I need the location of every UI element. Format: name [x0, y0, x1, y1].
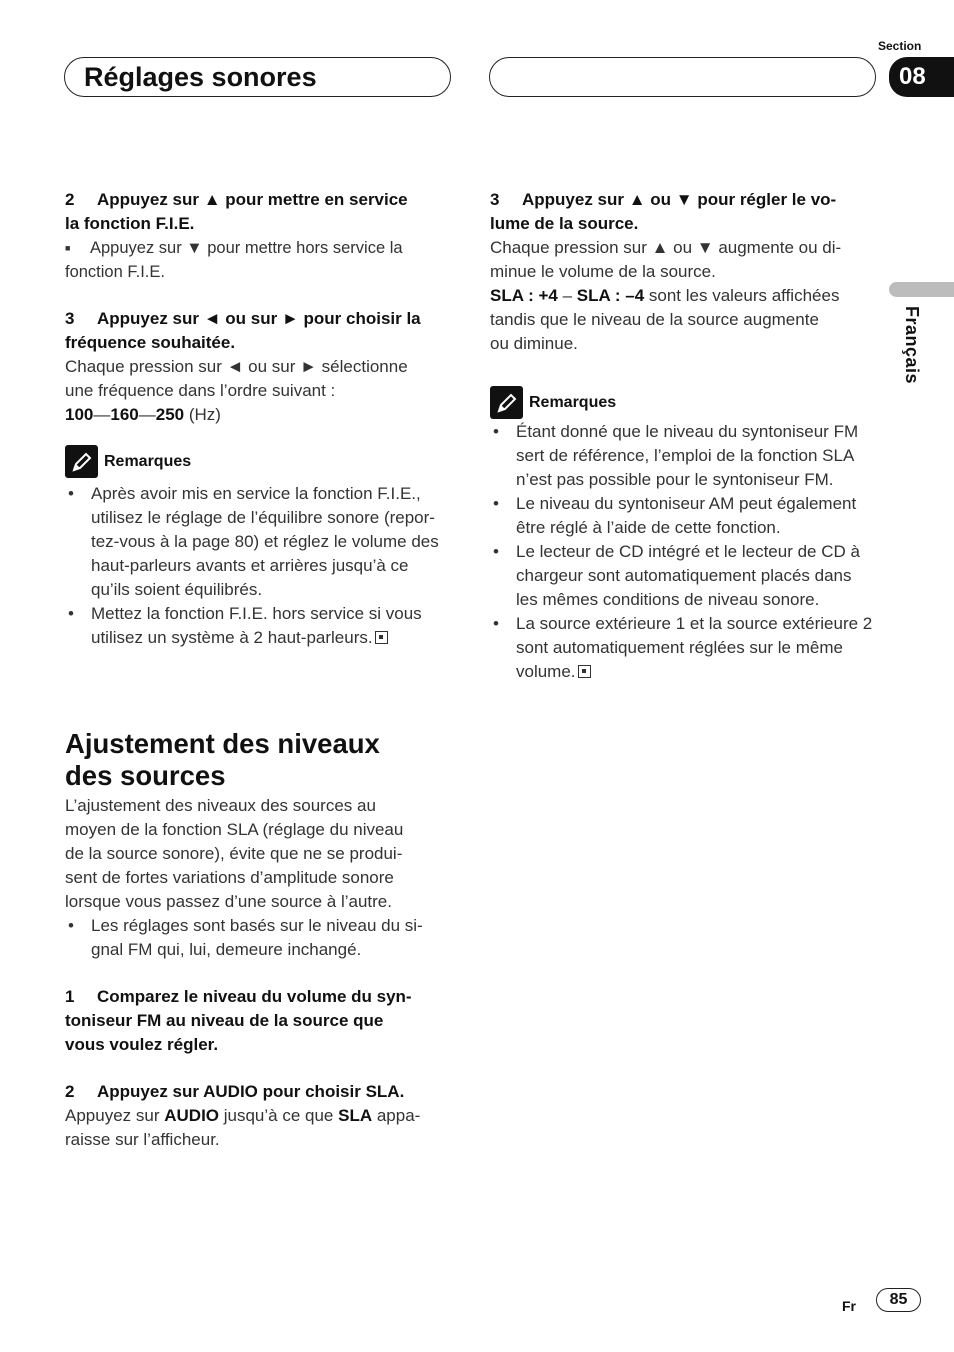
section-label: Section — [878, 39, 922, 53]
step-2-subnote-cont: fonction F.I.E. — [65, 263, 165, 281]
remarks-header — [490, 386, 880, 419]
right-column: 3 Appuyez sur ▲ ou ▼ pour régler le vo- lume de la source. Chaque pression sur ▲ ou ▼ augmente ou di- minue le volume de la source. SLA : +4 – SLA : –4 sont les valeurs affichées tandis que le niveau de la source augmente ou diminue. Remarques • Étant donné que le niveau du syntoniseur FM sert de référence, l’emploi de la fonction SLA n’est pas possible pour le syntoniseur FM. • Le niveau du syntoniseur AM peut également être réglé à l’aide de cette fonction. • Le lecteur de CD intégré et le lecteur de CD à chargeur sont automatiquement placés dans les mêmes conditions de niveau sonore. • La source extérieure 1 et la source extérieure 2 sont automatiquement réglées sur le même volume. — [490, 188, 880, 684]
list-item: • La source extérieure 1 et la source extérieure 2 sont automatiquement réglées sur le même volume. — [493, 614, 873, 681]
page-number: 85 — [876, 1288, 921, 1312]
list-item: • Étant donné que le niveau du syntoniseur FM sert de référence, l’emploi de la fonction SLA n’est pas possible pour le syntoniseur FM. — [493, 422, 859, 489]
right-step-3-heading: 3 Appuyez sur ▲ ou ▼ pour régler le vo- — [490, 190, 837, 209]
pencil-note-icon — [65, 445, 98, 478]
section-number: 08 — [899, 63, 926, 90]
step-2-heading-cont: la fonction F.I.E. — [65, 214, 195, 233]
bullet-icon: • — [493, 422, 499, 441]
left-column — [65, 188, 455, 650]
frequency-sequence: 100—160—250 (Hz) — [65, 405, 221, 424]
step-1-heading: 1 Comparez le niveau du volume du syn- — [65, 987, 412, 1006]
list-item: • Les réglages sont basés sur le niveau du si- gnal FM qui, lui, demeure inchangé. — [68, 916, 423, 959]
end-mark-icon — [578, 665, 591, 678]
step-3-body: Chaque pression sur ◄ ou sur ► sélectionne — [65, 357, 408, 376]
bullet-icon: • — [68, 604, 74, 623]
intro-bullet-list — [65, 914, 455, 962]
footer-language: Fr — [842, 1298, 856, 1314]
sla-section: Ajustement des niveaux des sources L’ajustement des niveaux des sources au moyen de la fonction SLA (réglage du niveau de la source sonore), évite que ne se produi- sent de fortes variations d’amplitude sonore lorsque vous passez d’une source à l’autre. • Les réglages sont basés sur le niveau du si- gnal FM qui, lui, demeure inchangé. 1 Comparez le niveau du volume du syn- toniseur FM au niveau de la source que vous voulez régler. 2 Appuyez sur AUDIO pour choisir SLA. Appuyez sur AUDIO jusqu’à ce que SLA appa- raisse sur l’afficheur. — [65, 728, 455, 1152]
section-number-tab — [889, 57, 954, 97]
remarks-header — [65, 445, 455, 478]
header-empty-frame — [489, 57, 876, 97]
section-heading: Ajustement des niveaux — [65, 728, 380, 759]
step-2-sla-heading: 2 Appuyez sur AUDIO pour choisir SLA. — [65, 1082, 405, 1101]
remarks-list — [65, 482, 455, 650]
section-heading-cont: des sources — [65, 760, 226, 791]
language-tab-label: Français — [902, 306, 922, 385]
language-tab-bar — [889, 282, 954, 297]
list-item: • Le niveau du syntoniseur AM peut également être réglé à l’aide de cette fonction. — [493, 494, 857, 537]
square-bullet-icon: ■ — [65, 243, 71, 253]
remarks-label: Remarques — [529, 393, 617, 411]
bullet-icon: • — [493, 542, 499, 561]
step-3-body-cont: une fréquence dans l’ordre suivant : — [65, 381, 336, 400]
bullet-icon: • — [68, 484, 74, 503]
bullet-icon: • — [493, 494, 499, 513]
list-item: • Après avoir mis en service la fonction F.I.E., utilisez le réglage de l’équilibre sonore (repor- tez-vous à la page 80) et réglez le volume des haut-parleurs avants et arrières jusqu’à ce qu’ils soient équilibrés. — [68, 484, 439, 599]
bullet-icon: • — [68, 916, 74, 935]
page-title: Réglages sonores — [84, 62, 317, 92]
step-2-subnote: ■ Appuyez sur ▼ pour mettre hors service la — [65, 236, 455, 260]
list-item: • Le lecteur de CD intégré et le lecteur de CD à chargeur sont automatiquement placés dans les mêmes conditions de niveau sonore. — [493, 542, 860, 609]
list-item: • Mettez la fonction F.I.E. hors service si vous utilisez un système à 2 haut-parleurs. — [68, 604, 422, 647]
bullet-icon: • — [493, 614, 499, 633]
sla-range: SLA : +4 – SLA : –4 sont les valeurs affichées — [490, 286, 840, 305]
pencil-note-icon — [490, 386, 523, 419]
step-3-heading-cont: fréquence souhaitée. — [65, 333, 236, 352]
remarks-label: Remarques — [104, 452, 192, 470]
step-3-heading: 3 Appuyez sur ◄ ou sur ► pour choisir la — [65, 309, 421, 328]
step-2-heading: 2 Appuyez sur ▲ pour mettre en service — [65, 190, 408, 209]
step-2-sla-body: Appuyez sur AUDIO jusqu’à ce que SLA appa- — [65, 1106, 421, 1125]
end-mark-icon — [375, 631, 388, 644]
remarks-list — [490, 420, 880, 684]
